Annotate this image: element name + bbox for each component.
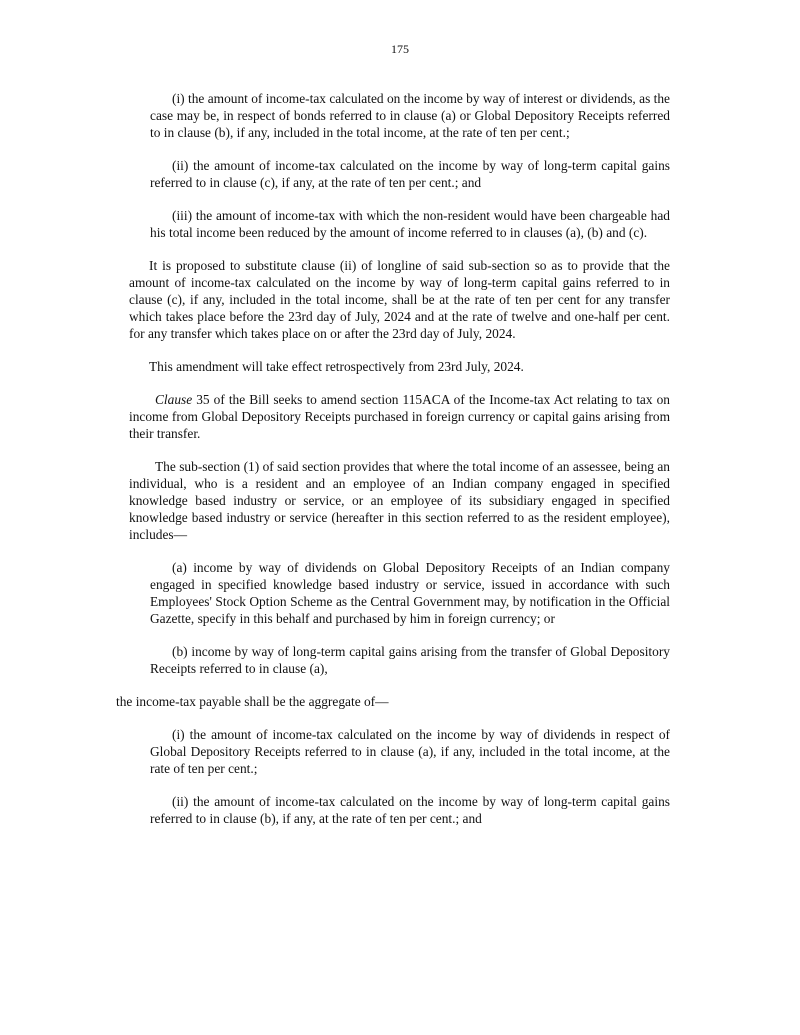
sub-clause-iii: (iii) the amount of income-tax with which the non-resident would have been chargeable had his total income been reduced by the amount of income referred to in clauses (a), (b) and (c). — [150, 208, 670, 240]
item-b: (b) income by way of long-term capital gains arising from the transfer of Global Depository Receipts referred to in clause (a), — [150, 644, 670, 676]
sub-clause-i: (i) the amount of income-tax calculated on the income by way of interest or dividends, as the case may be, in respect of bonds referred to in clause (a) or Global Depository Receipts referred to in clause (b), if any, included in the total income, at the rate of ten per cent.; — [150, 91, 670, 140]
page-number: 175 — [391, 42, 409, 56]
sub-clause-ii: (ii) the amount of income-tax calculated on the income by way of long-term capital gains referred to in clause (c), if any, at the rate of ten per cent.; and — [150, 158, 670, 190]
aggregate-item-i: (i) the amount of income-tax calculated on the income by way of dividends in respect of Global Depository Receipts referred to in clause (a), if any, included in the total income, at the rate of ten per cent.; — [150, 727, 670, 776]
sub-section-paragraph: The sub-section (1) of said section provides that where the total income of an assessee, being an individual, who is a resident and an employee of an Indian company engaged in specified knowledge based industry or service, or an employee of its subsidiary engaged in specified knowledge based industry or service (hereafter in this section referred to as the resident employee), includes— — [129, 459, 670, 542]
document-body — [116, 90, 670, 827]
clause-35-text: 35 of the Bill seeks to amend section 115ACA of the Income-tax Act relating to tax on income from Global Depository Receipts purchased in foreign currency or capital gains arising from their transfer. — [129, 392, 670, 441]
proposal-paragraph: It is proposed to substitute clause (ii) of longline of said sub-section so as to provide that the amount of income-tax calculated on the income by way of long-term capital gains referred to in clause (c), if any, included in the total income, shall be at the rate of ten per cent for any transfer which takes place before the 23rd day of July, 2024 and at the rate of twelve and one-half per cent. for any transfer which takes place on or after the 23rd day of July, 2024. — [129, 258, 670, 341]
clause-label: Clause — [155, 392, 193, 407]
aggregate-line: the income-tax payable shall be the aggregate of— — [116, 694, 389, 709]
item-a: (a) income by way of dividends on Global Depository Receipts of an Indian company engaged in specified knowledge based industry or service, issued in accordance with such Employees' Stock Option Scheme as the Central Government may, by notification in the Official Gazette, specify in this behalf and purchased by him in foreign currency; or — [150, 560, 670, 626]
clause-35-paragraph — [129, 391, 670, 442]
aggregate-item-ii: (ii) the amount of income-tax calculated on the income by way of long-term capital gains referred to in clause (b), if any, at the rate of ten per cent.; and — [150, 794, 670, 826]
effect-paragraph: This amendment will take effect retrospectively from 23rd July, 2024. — [149, 359, 524, 374]
